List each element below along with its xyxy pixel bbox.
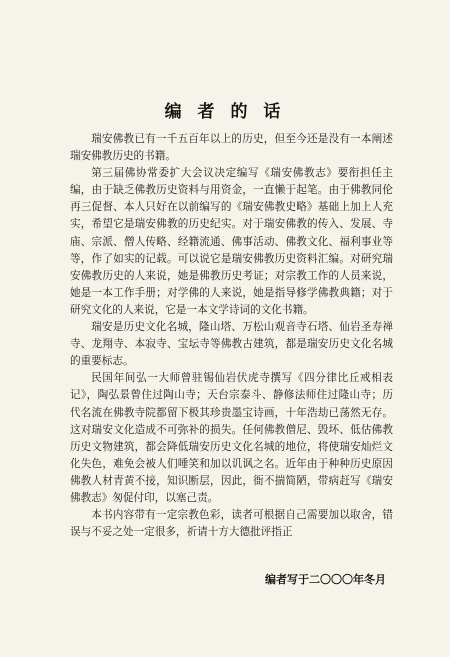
paragraph: 第三届佛协常委扩大会议决定编写《瑞安佛教志》要衔担任主编，由于缺乏佛教历史资料与用资金，一直懒于起笔。由于佛教同伦再三促督、本人只好在以前编写的《瑞安佛教史略》基础上加上人充实，希望它是瑞安佛教的历史纪实。对于瑞安佛教的传入、发展、寺庙、宗派、僧人传略、经籍流通、佛事活动、佛教文化、福利事业等等，作了如实的记载。可以说它是瑞安佛教历史资料汇编。对研究瑞安佛教历史的人来说，她是佛教历史考证；对宗教工作的人员来说，她是一本工作手册；对学佛的人来说，她是指导修学佛教典籍；对于研究文化的人来说，它是一本文学诗词的文化书籍。	[70, 167, 393, 316]
body-text	[70, 131, 393, 541]
signature: 编者写于二〇〇〇年冬月	[265, 573, 386, 586]
paragraph: 本书内容带有一定宗教色彩，读者可根据自己需要加以取舍，错误与不妥之处一定很多，祈请十方大德批评指正	[70, 509, 393, 539]
paragraph: 瑞安佛教已有一千五百年以上的历史，但至今还是没有一本阐述瑞安佛教历史的书籍。	[70, 133, 393, 163]
page-title: 编 者 的 话	[164, 102, 286, 122]
paragraph: 瑞安是历史文化名城，隆山塔、万松山观音寺石塔、仙岩圣寿禅寺、龙翔寺、本寂寺、宝坛寺等佛教古建筑，都是瑞安历史文化名城的重要标志。	[70, 321, 393, 368]
paragraph: 民国年间弘一大师曾驻锡仙岩伏虎寺撰写《四分律比丘戒相表记》，陶弘景曾住过陶山寺；天台宗泰斗、静修法师住过隆山寺；历代名流在佛教寺院都留下极其珍贵墨宝诗画，十年浩劫已荡然无存。这对瑞安文化造成不可弥补的损失。任何佛教僧尼、毁坏、低估佛教历史文物建筑，都会降低瑞安历史文化名城的地位，将使瑞安灿烂文化失色，难免会被人们唾笑和加以讥讽之名。近年由于种种历史原因佛教人材青黄不接，知识断层，因此，衙不揣简陋，带病赶写《瑞安佛教志》匆促付印，以塞己责。	[70, 372, 393, 504]
